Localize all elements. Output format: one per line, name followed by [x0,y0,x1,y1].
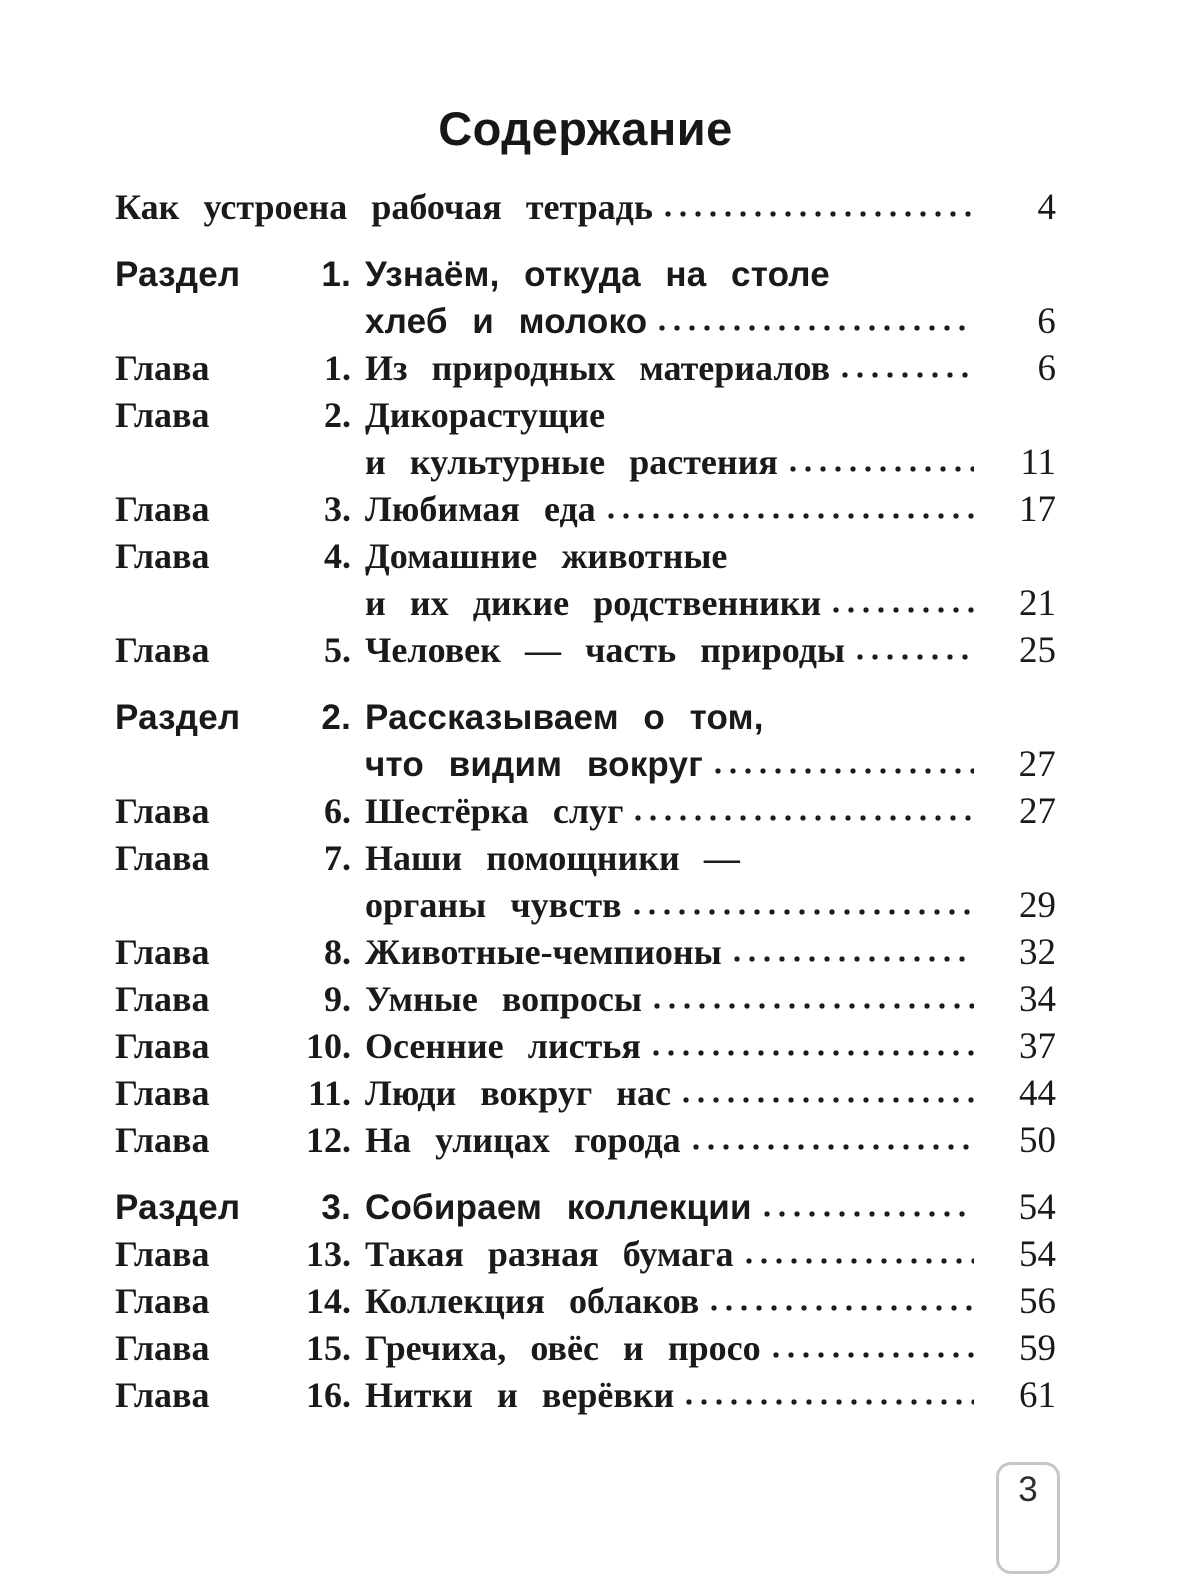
page-title: Содержание [438,102,733,155]
toc-entry-line [115,184,1056,231]
toc-entry-title: Такая разная бумага [365,1234,734,1274]
toc-entry-number: 9. [324,979,351,1019]
toc-entry-title: Собираем коллекции [365,1188,752,1227]
toc-entry-title: Гречиха, овёс и просо [365,1328,761,1368]
toc-entry-page: 50 [1019,1120,1056,1161]
toc-entry-number: 15. [306,1328,351,1368]
toc-entry-label: Глава [115,979,210,1019]
toc-entry-title: Домашние животные [365,536,728,576]
toc-entry-line [115,929,1056,976]
toc-entry-number: 2. [324,395,351,435]
toc-entry-label: Раздел [115,1188,241,1227]
toc-entry-page: 37 [1019,1026,1056,1067]
toc-entry-page: 59 [1019,1328,1056,1369]
toc-entry-number: 12. [306,1120,351,1160]
toc-entry-line [115,392,1056,439]
leader-dots [746,1258,974,1264]
toc-entry-number: 5. [324,630,351,670]
toc-entry-page: 25 [1019,630,1056,671]
toc-entry-number: 11. [307,1073,351,1113]
toc-entry-page: 44 [1019,1073,1056,1114]
toc-entry-line [115,1070,1056,1117]
toc-entry-number: 16. [306,1375,351,1415]
toc-entry-line [115,1372,1056,1419]
toc-entry-page: 34 [1019,979,1056,1020]
toc-entry-label: Глава [115,1026,210,1066]
toc-entry-label: Глава [115,395,210,435]
toc-entry-number: 14. [306,1281,351,1321]
leader-dots [608,513,974,519]
toc-entry-title: Осенние листья [365,1026,641,1066]
toc-list [115,184,1056,1419]
toc-entry-number: 4. [324,536,351,576]
toc-entry-title: Умные вопросы [365,979,642,1019]
leader-dots [773,1352,974,1358]
toc-entry-title: что видим вокруг [365,745,703,784]
leader-dots [635,815,974,821]
toc-entry-page: 54 [1018,1187,1056,1228]
leader-dots [653,1050,974,1056]
toc-entry-label: Глава [115,1234,210,1274]
toc-entry-page: 11 [1020,442,1056,483]
toc-entry-page: 6 [1037,348,1056,389]
toc-entry-page: 17 [1019,489,1056,530]
toc-entry-title: Узнаём, откуда на столе [365,255,830,294]
toc-entry-title: Нитки и верёвки [365,1375,675,1415]
leader-dots [665,211,974,217]
toc-entry-title: Дикорастущие [365,395,606,435]
toc-entry-line [115,251,1056,298]
leader-dots [790,466,974,472]
toc-entry-title: Любимая еда [365,489,596,529]
toc-entry-number: 6. [324,791,351,831]
leader-dots [686,1399,974,1405]
toc-entry-line [115,835,1056,882]
leader-dots [693,1144,974,1150]
toc-entry-line [115,1117,1056,1164]
toc-entry-title: и их дикие родственники [365,583,822,623]
leader-dots [764,1211,974,1217]
toc-entry-line [115,533,1056,580]
toc-entry-title: Как устроена рабочая тетрадь [115,187,653,227]
toc-entry-page: 27 [1019,791,1056,832]
toc-entry-page: 4 [1037,187,1056,228]
leader-dots [842,372,974,378]
toc-entry-page: 54 [1019,1234,1056,1275]
toc-entry-label: Глава [115,838,210,878]
toc-entry-page: 21 [1019,583,1056,624]
toc-entry-title: Шестёрка слуг [365,791,624,831]
leader-dots [654,1003,974,1009]
leader-dots [659,325,974,331]
toc-entry-title: Рассказываем о том, [365,698,764,737]
leader-dots [734,956,974,962]
toc-entry-label: Глава [115,1281,210,1321]
toc-entry-page: 32 [1019,932,1056,973]
toc-entry-label: Глава [115,932,210,972]
toc-entry-line [115,439,1056,486]
leader-dots [857,654,974,660]
toc-entry-label: Глава [115,791,210,831]
toc-entry-line [115,345,1056,392]
toc-entry-number: 3. [324,489,351,529]
toc-entry-line [115,1184,1056,1231]
toc-entry-number: 10. [306,1026,351,1066]
toc-entry-page: 29 [1019,885,1056,926]
toc-entry-line [115,694,1056,741]
toc-entry-label: Глава [115,1120,210,1160]
toc-entry-line [115,1231,1056,1278]
toc-entry-label: Глава [115,630,210,670]
toc-entry-number: 13. [306,1234,351,1274]
toc-entry-title: органы чувств [365,885,622,925]
toc-entry-label: Раздел [115,698,241,737]
toc-entry-number: 1. [321,255,351,294]
toc-entry-page: 6 [1037,301,1056,342]
toc-entry-page: 27 [1018,744,1056,785]
leader-dots [715,768,974,774]
toc-entry-title: Из природных материалов [365,348,831,388]
toc-entry-label: Глава [115,348,210,388]
toc-entry-number: 1. [324,348,351,388]
toc-entry-label: Глава [115,489,210,529]
toc-entry-label: Раздел [115,255,241,294]
toc-entry-label: Глава [115,536,210,576]
toc-entry-page: 56 [1019,1281,1056,1322]
toc-entry-title: Коллекция облаков [365,1281,700,1321]
toc-entry-number: 8. [324,932,351,972]
toc-entry-number: 3. [321,1188,351,1227]
toc-entry-label: Глава [115,1073,210,1113]
toc-entry-line [115,298,1056,345]
toc-entry-number: 7. [324,838,351,878]
page-number-box [996,1462,1060,1574]
toc-entry-number: 2. [321,698,351,737]
toc-entry-page: 61 [1019,1375,1056,1416]
toc-entry-line [115,580,1056,627]
toc-entry-title: На улицах города [365,1120,681,1160]
toc-entry-line [115,976,1056,1023]
toc-entry-title: Человек — часть природы [365,630,846,670]
toc-entry-title: Животные-чемпионы [365,932,722,972]
page-number: 3 [1018,1470,1038,1509]
toc-entry-line [115,882,1056,929]
toc-entry-title: и культурные растения [365,442,778,482]
toc-entry-line [115,486,1056,533]
leader-dots [833,607,974,613]
toc-entry-title: Наши помощники — [365,838,740,878]
toc-entry-line [115,788,1056,835]
leader-dots [683,1097,974,1103]
toc-entry-line [115,1325,1056,1372]
toc-entry-label: Глава [115,1375,210,1415]
toc-entry-line [115,741,1056,788]
toc-entry-line [115,627,1056,674]
toc-entry-line [115,1278,1056,1325]
leader-dots [634,909,974,915]
toc-entry-label: Глава [115,1328,210,1368]
toc-entry-line [115,1023,1056,1070]
leader-dots [711,1305,974,1311]
toc-entry-title: хлеб и молоко [365,302,648,341]
toc-entry-title: Люди вокруг нас [365,1073,672,1113]
